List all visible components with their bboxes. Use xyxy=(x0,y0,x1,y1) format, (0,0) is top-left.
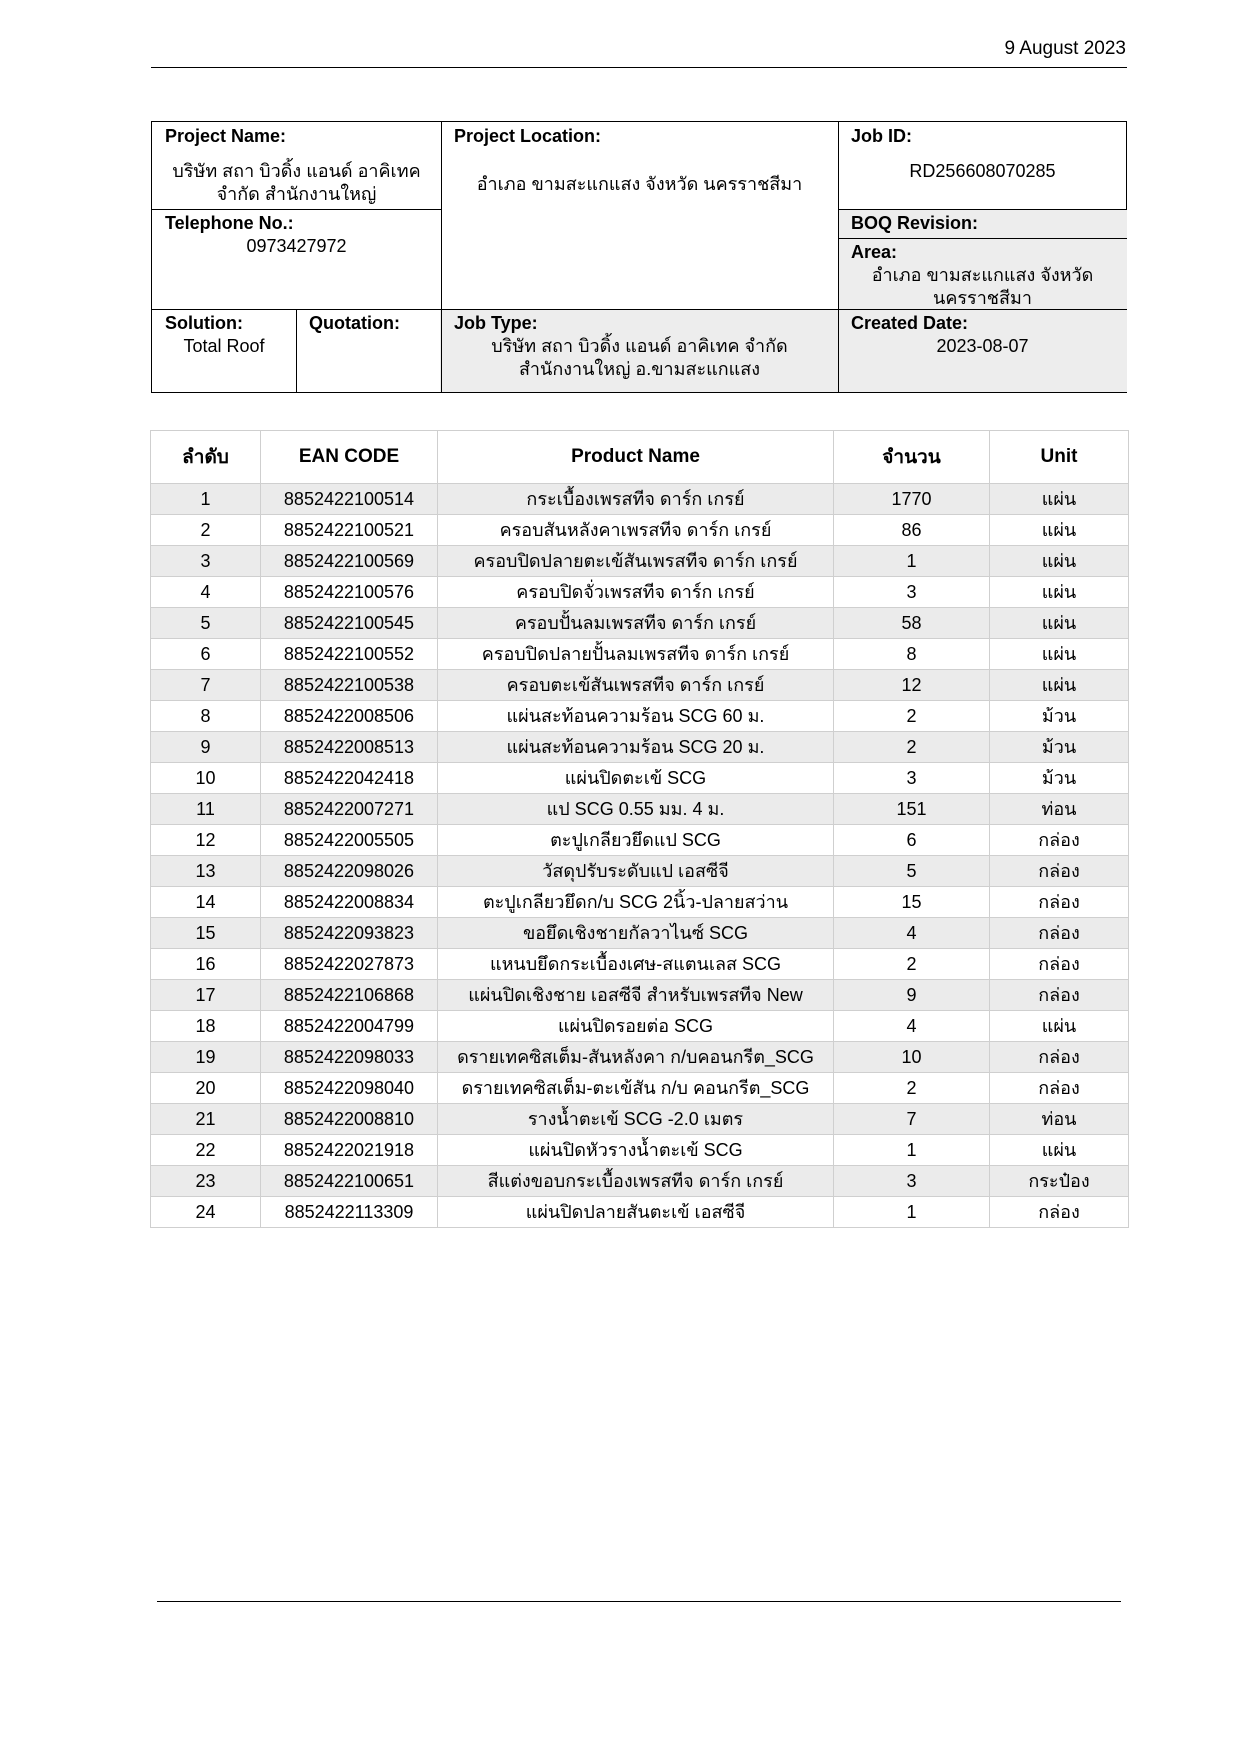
table-row xyxy=(151,639,1129,670)
cell-product: แผ่นสะท้อนความร้อน SCG 60 ม. xyxy=(438,701,834,732)
cell-quantity: 7 xyxy=(834,1104,990,1135)
cell-seq: 15 xyxy=(151,918,261,949)
cell-quantity: 4 xyxy=(834,1011,990,1042)
cell-unit: แผ่น xyxy=(990,1135,1129,1166)
cell-product: ครอบตะเข้สันเพรสทีจ ดาร์ก เกรย์ xyxy=(438,670,834,701)
cell-unit: แผ่น xyxy=(990,546,1129,577)
cell-ean: 8852422008513 xyxy=(261,732,438,763)
project-name-label: Project Name: xyxy=(165,126,287,146)
cell-product: ดรายเทคซิสเต็ม-สันหลังคา ก/บคอนกรีต_SCG xyxy=(438,1042,834,1073)
cell-quantity: 3 xyxy=(834,763,990,794)
cell-seq: 19 xyxy=(151,1042,261,1073)
area-label: Area: xyxy=(851,242,898,262)
cell-product: วัสดุปรับระดับแป เอสซีจี xyxy=(438,856,834,887)
solution-label: Solution: xyxy=(165,313,243,333)
cell-quantity: 2 xyxy=(834,701,990,732)
cell-unit: กล่อง xyxy=(990,949,1129,980)
table-row xyxy=(151,825,1129,856)
area-value xyxy=(838,264,1127,310)
document-date: 9 August 2023 xyxy=(1004,38,1126,59)
cell-seq: 4 xyxy=(151,577,261,608)
telephone-label: Telephone No.: xyxy=(165,213,294,233)
cell-seq: 8 xyxy=(151,701,261,732)
cell-seq: 17 xyxy=(151,980,261,1011)
cell-seq: 10 xyxy=(151,763,261,794)
table-row xyxy=(151,484,1129,515)
cell-quantity: 2 xyxy=(834,949,990,980)
cell-ean: 8852422100576 xyxy=(261,577,438,608)
project-name-cell xyxy=(152,122,441,209)
cell-product: ครอบสันหลังคาเพรสทีจ ดาร์ก เกรย์ xyxy=(438,515,834,546)
cell-quantity: 86 xyxy=(834,515,990,546)
table-row xyxy=(151,949,1129,980)
cell-ean: 8852422100569 xyxy=(261,546,438,577)
cell-quantity: 12 xyxy=(834,670,990,701)
table-row xyxy=(151,546,1129,577)
table-row xyxy=(151,1197,1129,1228)
table-row xyxy=(151,701,1129,732)
cell-ean: 8852422100651 xyxy=(261,1166,438,1197)
cell-quantity: 5 xyxy=(834,856,990,887)
cell-ean: 8852422042418 xyxy=(261,763,438,794)
cell-product: รางน้ำตะเข้ SCG -2.0 เมตร xyxy=(438,1104,834,1135)
solution-value: Total Roof xyxy=(183,336,265,356)
cell-ean: 8852422098033 xyxy=(261,1042,438,1073)
table-row xyxy=(151,918,1129,949)
cell-seq: 22 xyxy=(151,1135,261,1166)
table-row xyxy=(151,1166,1129,1197)
cell-seq: 20 xyxy=(151,1073,261,1104)
cell-seq: 13 xyxy=(151,856,261,887)
column-header-quantity: จำนวน xyxy=(834,431,990,484)
cell-unit: กล่อง xyxy=(990,825,1129,856)
cell-quantity: 15 xyxy=(834,887,990,918)
table-row xyxy=(151,1104,1129,1135)
cell-unit: กระป๋อง xyxy=(990,1166,1129,1197)
cell-seq: 1 xyxy=(151,484,261,515)
cell-unit: แผ่น xyxy=(990,608,1129,639)
footer-divider xyxy=(157,1601,1121,1602)
telephone-cell xyxy=(152,209,441,309)
job-id-cell xyxy=(838,122,1127,209)
cell-seq: 5 xyxy=(151,608,261,639)
cell-unit: กล่อง xyxy=(990,1042,1129,1073)
job-id-label: Job ID: xyxy=(851,126,912,146)
table-row xyxy=(151,794,1129,825)
cell-ean: 8852422007271 xyxy=(261,794,438,825)
job-id-value: RD256608070285 xyxy=(909,161,1056,181)
project-location-label: Project Location: xyxy=(454,126,602,146)
cell-product: ครอบปิดปลายตะเข้สันเพรสทีจ ดาร์ก เกรย์ xyxy=(438,546,834,577)
cell-ean: 8852422008834 xyxy=(261,887,438,918)
table-row xyxy=(151,670,1129,701)
cell-unit: แผ่น xyxy=(990,484,1129,515)
cell-seq: 24 xyxy=(151,1197,261,1228)
table-row xyxy=(151,1073,1129,1104)
cell-ean: 8852422093823 xyxy=(261,918,438,949)
cell-ean: 8852422004799 xyxy=(261,1011,438,1042)
boq-revision-label: BOQ Revision: xyxy=(851,213,979,233)
cell-ean: 8852422113309 xyxy=(261,1197,438,1228)
cell-unit: ท่อน xyxy=(990,1104,1129,1135)
cell-unit: แผ่น xyxy=(990,577,1129,608)
cell-product: ครอบปิดปลายปั้นลมเพรสทีจ ดาร์ก เกรย์ xyxy=(438,639,834,670)
header-divider xyxy=(151,67,1127,68)
area-line: อำเภอ ขามสะแกแสง จังหวัด xyxy=(871,265,1094,285)
cell-unit: ม้วน xyxy=(990,763,1129,794)
column-header-unit: Unit xyxy=(990,431,1129,484)
cell-quantity: 151 xyxy=(834,794,990,825)
table-row xyxy=(151,887,1129,918)
cell-seq: 18 xyxy=(151,1011,261,1042)
cell-quantity: 58 xyxy=(834,608,990,639)
cell-unit: ท่อน xyxy=(990,794,1129,825)
cell-seq: 11 xyxy=(151,794,261,825)
cell-product: แหนบยึดกระเบื้องเศษ-สแตนเลส SCG xyxy=(438,949,834,980)
column-header-ean: EAN CODE xyxy=(261,431,438,484)
cell-product: ขอยึดเชิงชายกัลวาไนซ์ SCG xyxy=(438,918,834,949)
cell-quantity: 6 xyxy=(834,825,990,856)
cell-product: แผ่นสะท้อนความร้อน SCG 20 ม. xyxy=(438,732,834,763)
job-type-line: บริษัท สถา บิวดิ้ง แอนด์ อาคิเทค จำกัด xyxy=(491,336,788,356)
created-date-label: Created Date: xyxy=(851,313,969,333)
cell-quantity: 1770 xyxy=(834,484,990,515)
cell-quantity: 4 xyxy=(834,918,990,949)
area-line: นครราชสีมา xyxy=(933,288,1032,308)
cell-unit: ม้วน xyxy=(990,701,1129,732)
quotation-cell xyxy=(296,309,441,392)
cell-seq: 14 xyxy=(151,887,261,918)
cell-seq: 9 xyxy=(151,732,261,763)
cell-quantity: 1 xyxy=(834,1197,990,1228)
cell-quantity: 2 xyxy=(834,1073,990,1104)
project-info-box xyxy=(151,121,1127,393)
cell-seq: 7 xyxy=(151,670,261,701)
cell-quantity: 1 xyxy=(834,1135,990,1166)
cell-quantity: 3 xyxy=(834,1166,990,1197)
cell-product: แผ่นปิดตะเข้ SCG xyxy=(438,763,834,794)
cell-quantity: 3 xyxy=(834,577,990,608)
cell-unit: กล่อง xyxy=(990,980,1129,1011)
cell-product: ตะปูเกลียวยึดแป SCG xyxy=(438,825,834,856)
table-row xyxy=(151,1135,1129,1166)
cell-product: ครอบปั้นลมเพรสทีจ ดาร์ก เกรย์ xyxy=(438,608,834,639)
table-row xyxy=(151,1011,1129,1042)
cell-ean: 8852422005505 xyxy=(261,825,438,856)
cell-ean: 8852422106868 xyxy=(261,980,438,1011)
cell-ean: 8852422100514 xyxy=(261,484,438,515)
project-location-cell xyxy=(441,122,838,309)
cell-seq: 12 xyxy=(151,825,261,856)
table-row xyxy=(151,856,1129,887)
cell-product: กระเบื้องเพรสทีจ ดาร์ก เกรย์ xyxy=(438,484,834,515)
product-table xyxy=(150,430,1129,1228)
boq-revision-field xyxy=(838,209,1127,238)
job-type-line: สำนักงานใหญ่ อ.ขามสะแกแสง xyxy=(518,359,761,379)
solution-cell xyxy=(152,309,296,392)
job-type-value xyxy=(441,335,838,381)
cell-seq: 23 xyxy=(151,1166,261,1197)
cell-quantity: 8 xyxy=(834,639,990,670)
table-row xyxy=(151,1042,1129,1073)
table-row xyxy=(151,732,1129,763)
table-header-row xyxy=(151,431,1129,484)
cell-unit: กล่อง xyxy=(990,1197,1129,1228)
cell-quantity: 1 xyxy=(834,546,990,577)
cell-product: แผ่นปิดหัวรางน้ำตะเข้ SCG xyxy=(438,1135,834,1166)
cell-ean: 8852422021918 xyxy=(261,1135,438,1166)
quotation-label: Quotation: xyxy=(309,313,400,333)
project-name-value xyxy=(152,160,441,206)
telephone-value: 0973427972 xyxy=(246,236,347,256)
cell-product: แผ่นปิดเชิงชาย เอสซีจี สำหรับเพรสทีจ New xyxy=(438,980,834,1011)
cell-ean: 8852422098040 xyxy=(261,1073,438,1104)
table-row xyxy=(151,763,1129,794)
cell-seq: 21 xyxy=(151,1104,261,1135)
cell-quantity: 9 xyxy=(834,980,990,1011)
job-type-label: Job Type: xyxy=(454,313,538,333)
job-type-field xyxy=(441,309,838,392)
cell-seq: 6 xyxy=(151,639,261,670)
cell-unit: แผ่น xyxy=(990,1011,1129,1042)
cell-unit: กล่อง xyxy=(990,918,1129,949)
cell-seq: 16 xyxy=(151,949,261,980)
cell-unit: กล่อง xyxy=(990,1073,1129,1104)
column-header-seq: ลำดับ xyxy=(151,431,261,484)
table-row xyxy=(151,577,1129,608)
column-header-product: Product Name xyxy=(438,431,834,484)
cell-unit: กล่อง xyxy=(990,887,1129,918)
cell-product: แผ่นปิดรอยต่อ SCG xyxy=(438,1011,834,1042)
area-field xyxy=(838,238,1127,309)
table-row xyxy=(151,608,1129,639)
cell-ean: 8852422008810 xyxy=(261,1104,438,1135)
cell-seq: 2 xyxy=(151,515,261,546)
cell-unit: แผ่น xyxy=(990,670,1129,701)
cell-product: ตะปูเกลียวยึดก/บ SCG 2นิ้ว-ปลายสว่าน xyxy=(438,887,834,918)
cell-unit: กล่อง xyxy=(990,856,1129,887)
cell-quantity: 2 xyxy=(834,732,990,763)
cell-unit: แผ่น xyxy=(990,515,1129,546)
table-row xyxy=(151,515,1129,546)
cell-product: ครอบปิดจั่วเพรสทีจ ดาร์ก เกรย์ xyxy=(438,577,834,608)
created-date-value: 2023-08-07 xyxy=(936,336,1029,356)
cell-ean: 8852422100521 xyxy=(261,515,438,546)
cell-unit: ม้วน xyxy=(990,732,1129,763)
cell-product: แป SCG 0.55 มม. 4 ม. xyxy=(438,794,834,825)
cell-quantity: 10 xyxy=(834,1042,990,1073)
cell-unit: แผ่น xyxy=(990,639,1129,670)
cell-product: แผ่นปิดปลายสันตะเข้ เอสซีจี xyxy=(438,1197,834,1228)
cell-ean: 8852422008506 xyxy=(261,701,438,732)
cell-product: ดรายเทคซิสเต็ม-ตะเข้สัน ก/บ คอนกรีต_SCG xyxy=(438,1073,834,1104)
cell-ean: 8852422098026 xyxy=(261,856,438,887)
cell-seq: 3 xyxy=(151,546,261,577)
cell-ean: 8852422027873 xyxy=(261,949,438,980)
cell-ean: 8852422100545 xyxy=(261,608,438,639)
project-name-line: บริษัท สถา บิวดิ้ง แอนด์ อาคิเทค xyxy=(172,161,421,181)
cell-ean: 8852422100538 xyxy=(261,670,438,701)
table-row xyxy=(151,980,1129,1011)
created-date-field xyxy=(838,309,1127,392)
cell-ean: 8852422100552 xyxy=(261,639,438,670)
cell-product: สีแต่งขอบกระเบื้องเพรสทีจ ดาร์ก เกรย์ xyxy=(438,1166,834,1197)
project-location-value: อำเภอ ขามสะแกแสง จังหวัด นครราชสีมา xyxy=(476,174,803,194)
project-name-line: จำกัด สำนักงานใหญ่ xyxy=(216,184,377,204)
